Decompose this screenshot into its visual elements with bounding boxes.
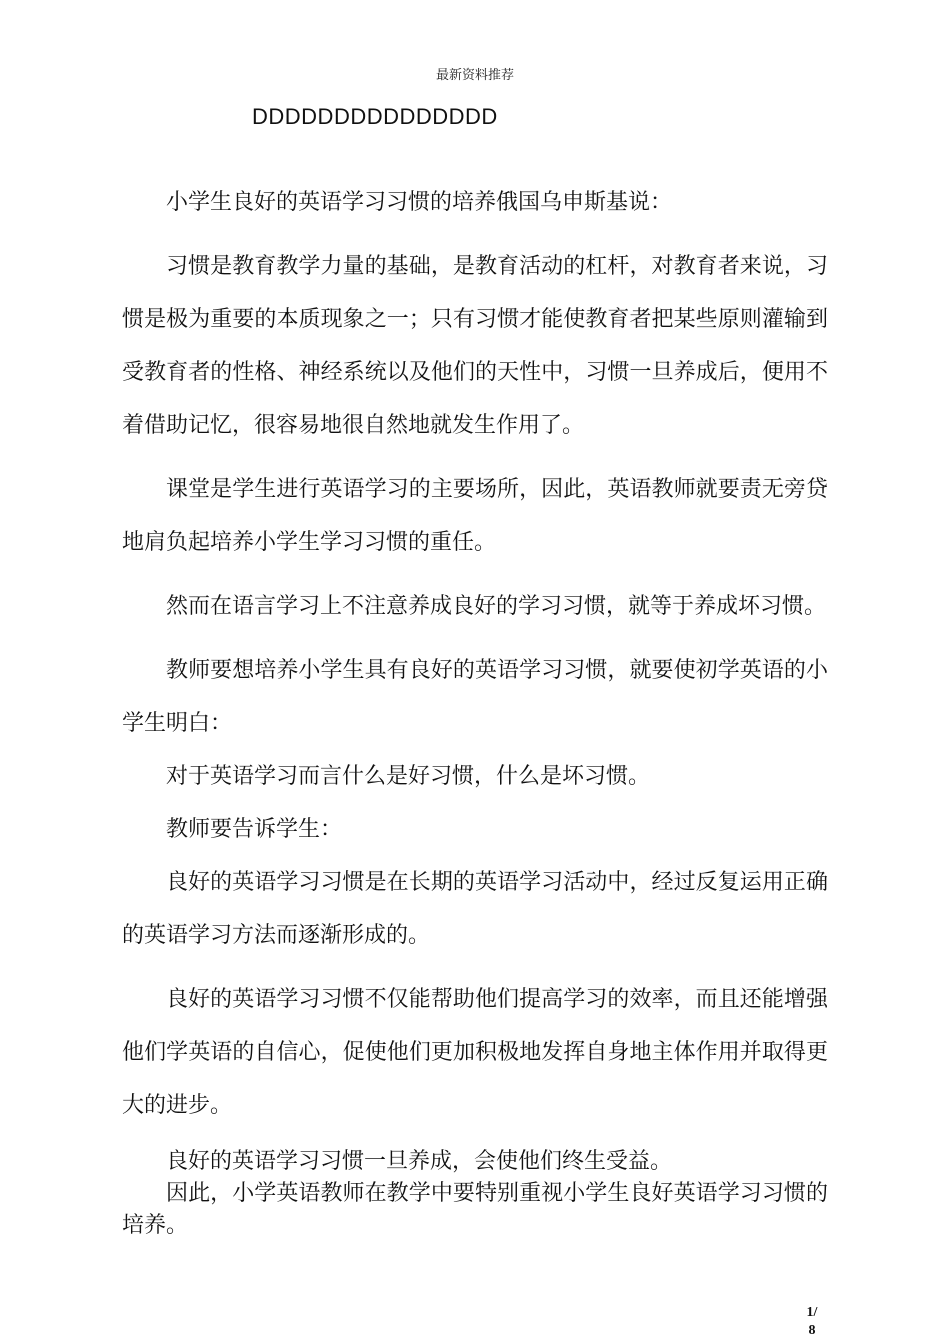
paragraph-intro: 小学生良好的英语学习习惯的培养俄国乌申斯基说： xyxy=(166,190,673,215)
document-body xyxy=(122,176,828,1242)
page-header: 最新资料推荐 xyxy=(435,68,514,83)
page-number xyxy=(800,1304,824,1340)
paragraph-habit-quote: 习惯是教育教学力量的基础，是教育活动的杠杆，对教育者来说，习惯是极为重要的本质现象之一；只有习惯才能使教育者把某些原则灌输到受教育者的性格、神经系统以及他们的天性中，习惯一旦养成后，便用不着借助记忆，很容易地很自然地就发生作用了。 xyxy=(122,254,828,438)
document-title: DDDDDDDDDDDDDDD xyxy=(252,104,498,129)
paragraph-conclusion: 因此，小学英语教师在教学中要特别重视小学生良好英语学习习惯的培养。 xyxy=(122,1181,828,1238)
paragraph-good-vs-bad: 对于英语学习而言什么是好习惯，什么是坏习惯。 xyxy=(166,764,651,789)
paragraph-classroom: 课堂是学生进行英语学习的主要场所，因此，英语教师就要责无旁贷地肩负起培养小学生学习习惯的重任。 xyxy=(122,477,828,555)
paragraph-tell-students: 教师要告诉学生： xyxy=(166,817,343,842)
paragraph-teacher-goal: 教师要想培养小学生具有良好的英语学习习惯，就要使初学英语的小学生明白： xyxy=(122,658,828,736)
paragraph-benefits: 良好的英语学习习惯不仅能帮助他们提高学习的效率，而且还能增强他们学英语的自信心，促使他们更加积极地发挥自身地主体作用并取得更大的进步。 xyxy=(122,987,828,1118)
page-number-current: 1/ xyxy=(806,1305,818,1320)
paragraph-bad-habit: 然而在语言学习上不注意养成良好的学习习惯，就等于养成坏习惯。 xyxy=(166,594,827,619)
page-number-total: 8 xyxy=(808,1323,816,1338)
paragraph-lifelong: 良好的英语学习习惯一旦养成，会使他们终生受益。 xyxy=(166,1149,673,1174)
paragraph-formation: 良好的英语学习习惯是在长期的英语学习活动中，经过反复运用正确的英语学习方法而逐渐形成的。 xyxy=(122,870,828,948)
